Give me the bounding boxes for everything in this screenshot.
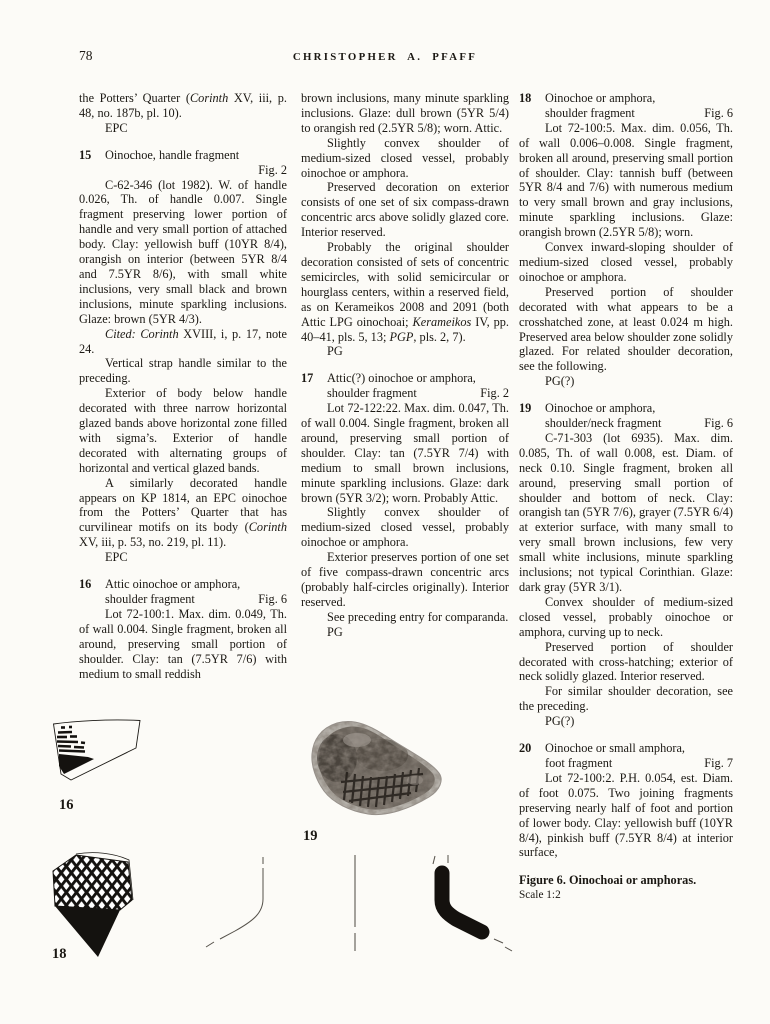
entry-title: Oinochoe, handle fragment bbox=[105, 147, 240, 162]
paragraph: Preserved portion of shoulder decorated with cross-hatching; exterior of neck solidly glazed. Interior reserved. bbox=[519, 639, 733, 684]
text-column-1 bbox=[79, 91, 287, 681]
entry-title-continued: shoulder fragment bbox=[327, 386, 417, 401]
paragraph: Slightly convex shoulder of medium-sized closed vessel, probably oinochoe or amphora. bbox=[301, 135, 509, 180]
paragraph: brown inclusions, many minute sparkling inclusions. Glaze: dull brown (5YR 5/4) to orangish red (2.5YR 5/8); worn. Attic. bbox=[301, 91, 509, 135]
catalog-entry-19 bbox=[519, 401, 733, 431]
catalog-entry-18 bbox=[519, 91, 733, 121]
figure-caption-scale: Scale 1:2 bbox=[519, 889, 561, 902]
period-abbreviation: PG bbox=[327, 624, 343, 639]
paragraph: Slightly convex shoulder of medium-sized closed vessel, probably oinochoe or amphora. bbox=[301, 505, 509, 550]
paragraph: the Potters’ Quarter (Corinth XV, iii, p. 48, no. 187b, pl. 10). bbox=[79, 91, 287, 120]
entry-title: Attic(?) oinochoe or amphora, bbox=[327, 371, 476, 386]
entry-figure-ref: Fig. 6 bbox=[704, 105, 733, 120]
entry-title: Attic oinochoe or amphora, bbox=[105, 577, 241, 592]
catalog-entry-17 bbox=[301, 371, 509, 401]
entry-title: Oinochoe or small amphora, bbox=[545, 741, 686, 756]
figure-caption bbox=[519, 873, 733, 902]
axis-dashed-line bbox=[353, 855, 357, 965]
figure-caption-title: Figure 6. Oinochoai or amphoras. bbox=[519, 873, 697, 888]
entry-number: 15 bbox=[79, 147, 92, 162]
text-column-2 bbox=[301, 91, 509, 640]
period-abbreviation: EPC bbox=[105, 550, 128, 565]
sherd-16-drawing bbox=[50, 717, 145, 785]
entry-number: 18 bbox=[519, 91, 532, 105]
paragraph: Lot 72-100:5. Max. dim. 0.056, Th. of wall 0.006–0.008. Single fragment, broken all around, preserving small portion of shoulder. Clay: tannish buff (between 5YR 8/4 and 7/6) with numerous medium to very small brown and gray inclusions, minute sparkling inclusions. Glaze: orangish brown (2.5YR 5/8); worn. bbox=[519, 120, 733, 240]
paragraph: Preserved portion of shoulder decorated with what appears to be a crosshatched zone, at least 0.024 m high. Preserved area below shoulder zone solidly glazed. For related shoulder decoration, see the following. bbox=[519, 284, 733, 374]
catalog-entry-20 bbox=[519, 741, 733, 771]
figure-item-label-18: 18 bbox=[52, 946, 67, 962]
catalog-entry-15 bbox=[79, 148, 287, 178]
paragraph: C-62-346 (lot 1982). W. of handle 0.026, Th. of handle 0.007. Single fragment preserving lower portion of handle and very small portion of attached body. Clay: yellowish buff (10YR 8/4), orangish on interior (between 5YR 8/4 and 7.5YR 8/6), with small white inclusions, very small black and brown inclusions, minute sparkling inclusions. Glaze: brown (5YR 4/3). bbox=[79, 177, 287, 326]
figure-item-label-16: 16 bbox=[59, 797, 74, 813]
sherd-19-photo bbox=[297, 710, 449, 828]
paragraph: Lot 72-122:22. Max. dim. 0.047, Th. of wall 0.004. Single fragment, broken all around, preserving small portion of shoulder. Clay: tan (7.5YR 7/4) with medium to small brown inclusions, minute sparkling inclusions. Glaze: dark brown (5YR 3/2); worn. Probably Attic. bbox=[301, 401, 509, 505]
entry-figure-ref: Fig. 6 bbox=[258, 592, 287, 606]
entry-figure-ref: Fig. 2 bbox=[480, 386, 509, 401]
profile-curve-drawing bbox=[203, 855, 269, 950]
entry-figure-ref: Fig. 7 bbox=[704, 755, 733, 770]
paragraph: Probably the original shoulder decoration consisted of sets of concentric semicircles, with solid semicircular or hourglass centers, within a reserved field, as on Kerameikos 2008 and 2091 (both Attic LPG oinochoai; Kerameikos IV, pp. 40–41, pls. 5, 13; PGP, pls. 2, 7). bbox=[301, 240, 510, 344]
paragraph: Cited: Corinth XVIII, i, p. 17, note 24. bbox=[79, 326, 287, 356]
period-abbreviation: PG(?) bbox=[545, 374, 575, 389]
paragraph: For similar shoulder decoration, see the preceding. bbox=[519, 684, 733, 714]
entry-title: Oinochoe or amphora, bbox=[545, 401, 656, 416]
entry-title: Oinochoe or amphora, bbox=[545, 91, 656, 105]
entry-title-continued: shoulder fragment bbox=[545, 105, 635, 120]
figure-item-label-19: 19 bbox=[303, 828, 318, 844]
paragraph: Lot 72-100:1. Max. dim. 0.049, Th. of wall 0.004. Single fragment, broken all around, preserving small portion of shoulder. Clay: tan (7.5YR 7/6) with medium to small reddish bbox=[79, 606, 287, 681]
paragraph: Lot 72-100:2. P.H. 0.054, est. Diam. of foot 0.075. Two joining fragments preserving nearly half of foot and portion of lower body. Clay: yellowish buff (10YR 8/4), pinkish buff (7.5YR 8/4) at interior surface, bbox=[519, 770, 733, 860]
entry-figure-ref: Fig. 6 bbox=[704, 416, 733, 431]
paragraph: Vertical strap handle similar to the preceding. bbox=[79, 356, 287, 386]
entry-title-continued: foot fragment bbox=[545, 755, 613, 770]
paragraph: Preserved decoration on exterior consists of one set of six compass-drawn concentric arcs above solidly glazed core. Interior reserved. bbox=[301, 180, 509, 240]
paragraph: A similarly decorated handle appears on KP 1814, an EPC oinochoe from the Potters’ Quarter that has curvilinear motifs on its body (Corinth XV, iii, p. 53, no. 219, pl. 11). bbox=[79, 475, 287, 550]
running-head: CHRISTOPHER A. PFAFF bbox=[292, 51, 478, 63]
text-column-3 bbox=[519, 91, 733, 902]
entry-number: 19 bbox=[519, 401, 532, 416]
entry-title-continued: shoulder fragment bbox=[105, 592, 195, 606]
period-abbreviation: EPC bbox=[105, 120, 128, 135]
page-number: 78 bbox=[79, 48, 93, 63]
catalog-entry-16 bbox=[79, 577, 287, 607]
period-abbreviation: PG bbox=[327, 344, 343, 359]
paragraph: C-71-303 (lot 6935). Max. dim. 0.085, Th. of wall 0.008, est. Diam. of neck 0.10. Single fragment, broken all around, preserving small portion of shoulder and bottom of neck. Clay: orangish tan (5YR 7/6), grayer (7.5YR 6/4) at exterior surface, with many small to very small brown inclusions, few very small white inclusions, minute sparkling inclusions; not typical Corinthian. Glaze: dark gray (5YR 3/1). bbox=[519, 430, 733, 594]
paragraph: Convex inward-sloping shoulder of medium-sized closed vessel, probably oinochoe or amphora. bbox=[519, 240, 733, 284]
section-profile-drawing bbox=[428, 853, 514, 958]
entry-title-continued: shoulder/neck fragment bbox=[545, 416, 662, 431]
paragraph: See preceding entry for comparanda. bbox=[327, 609, 509, 624]
entry-number: 16 bbox=[79, 577, 92, 592]
paragraph: Exterior of body below handle decorated with three narrow horizontal glazed bands above horizontal zone filled with sigma’s. Exterior of handle decorated with alternating groups of horizontal and vertical glazed bands. bbox=[79, 386, 287, 475]
entry-number: 20 bbox=[519, 741, 532, 756]
period-abbreviation: PG(?) bbox=[545, 714, 575, 729]
paragraph: Exterior preserves portion of one set of five compass-drawn concentric arcs (probably half-circles originally). Interior reserved. bbox=[301, 550, 509, 609]
paragraph: Convex shoulder of medium-sized closed vessel, probably oinochoe or amphora, curving up to neck. bbox=[519, 594, 733, 639]
entry-number: 17 bbox=[301, 371, 314, 386]
entry-figure-ref: Fig. 2 bbox=[258, 162, 287, 177]
